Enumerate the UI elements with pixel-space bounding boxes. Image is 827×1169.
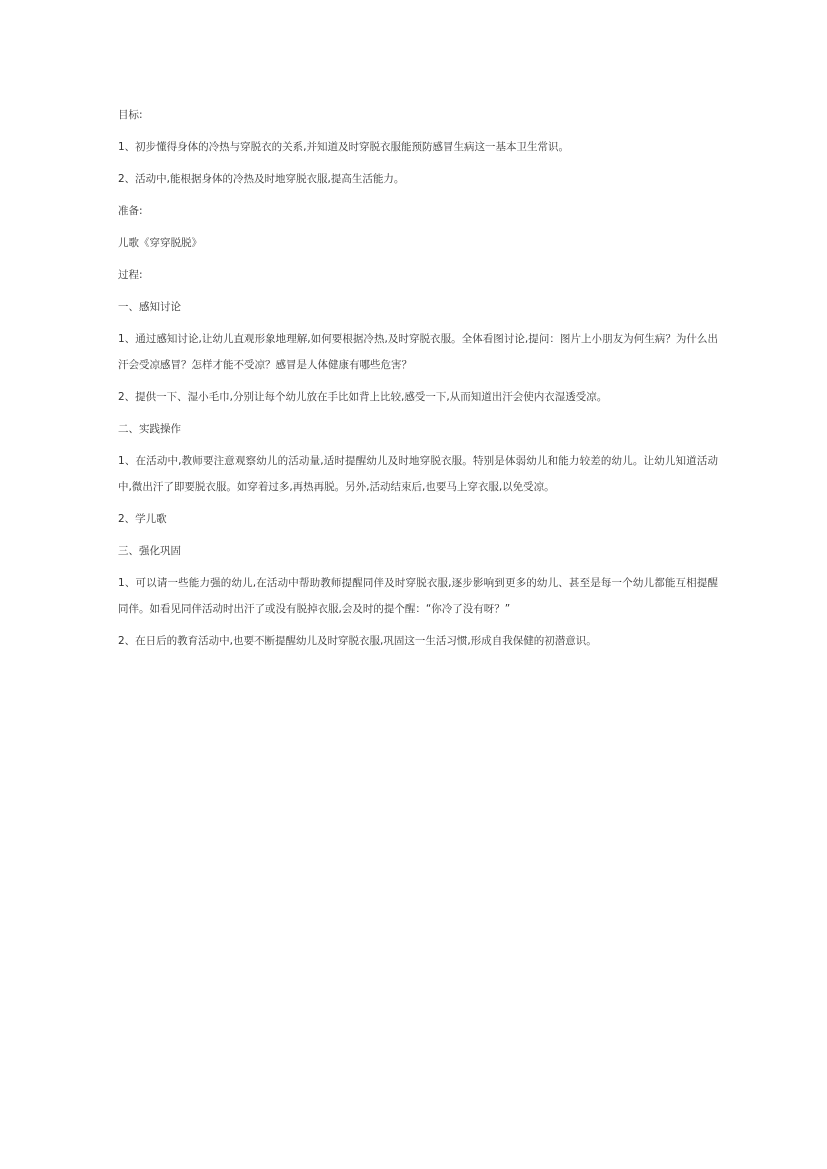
section-2-title: 二、实践操作 — [118, 423, 181, 435]
section-3-paragraph-1: 1、可以请一些能力强的幼儿,在活动中帮助教师提醒同伴及时穿脱衣服,逐步影响到更多的幼儿、甚至是每一个幼儿都能互相提醒同伴。如看见同伴活动时出汗了或没有脱掉衣服,会及时的提个醒：“你冷了没有呀？” — [118, 577, 718, 615]
goal-item-1: 1、初步懂得身体的冷热与穿脱衣的关系,并知道及时穿脱衣服能预防感冒生病这一基本卫生常识。 — [118, 141, 570, 153]
section-1-paragraph-2: 2、提供一下、湿小毛巾,分别让每个幼儿放在手比如背上比较,感受一下,从而知道出汗会使内衣湿透受凉。 — [118, 391, 608, 403]
section-1-paragraph-1: 1、通过感知讨论,让幼儿直观形象地理解,如何要根据冷热,及时穿脱衣服。全体看图讨论,提问：图片上小朋友为何生病？为什么出汗会受凉感冒？怎样才能不受凉？感冒是人体健康有哪些危害？ — [118, 333, 718, 371]
section-2-paragraph-1: 1、在活动中,教师要注意观察幼儿的活动量,适时提醒幼儿及时地穿脱衣服。特别是体弱幼儿和能力较差的幼儿。让幼儿知道活动中,微出汗了即要脱衣服。如穿着过多,再热再脱。另外,活动结束后,也要马上穿衣服,以免受凉。 — [118, 455, 718, 493]
prep-heading: 准备: — [118, 205, 143, 217]
goal-item-2: 2、活动中,能根据身体的冷热及时地穿脱衣服,提高生活能力。 — [118, 173, 405, 185]
goal-heading: 目标: — [118, 109, 143, 121]
prep-item: 儿歌《穿穿脱脱》 — [118, 237, 202, 249]
section-3-title: 三、强化巩固 — [118, 545, 181, 557]
section-2-paragraph-2: 2、学儿歌 — [118, 513, 167, 525]
section-1-title: 一、感知讨论 — [118, 301, 181, 313]
section-3-paragraph-2: 2、在日后的教育活动中,也要不断提醒幼儿及时穿脱衣服,巩固这一生活习惯,形成自我保健的初潜意识。 — [118, 635, 597, 647]
process-heading: 过程: — [118, 269, 143, 281]
document-body — [118, 102, 718, 660]
